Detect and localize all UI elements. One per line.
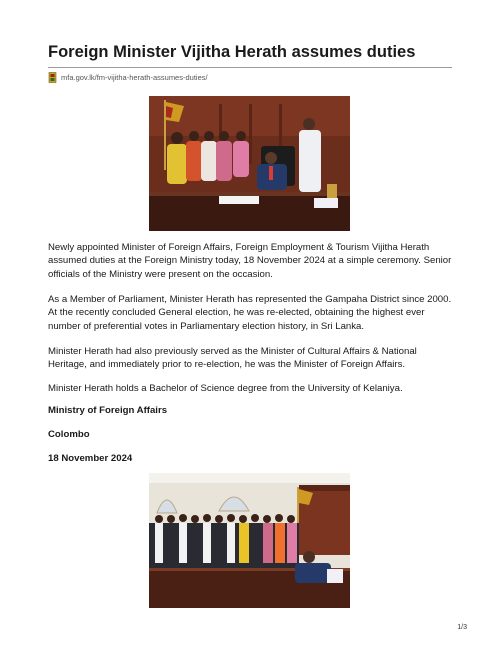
source-line xyxy=(48,72,208,83)
article-paragraph: Newly appointed Minister of Foreign Affairs, Foreign Employment & Tourism Vijitha Herath assumed duties at the Foreign Ministry today, 18 November 2024 at a simple ceremony. Senior officials of the Ministry were present on the occasion. xyxy=(48,242,452,280)
page-number: 1/3 xyxy=(457,624,467,631)
photo-officials-group xyxy=(149,473,350,608)
signature-organization: Ministry of Foreign Affairs xyxy=(48,405,168,416)
article-title: Foreign Minister Vijitha Herath assumes duties xyxy=(48,43,416,61)
article-paragraph: As a Member of Parliament, Minister Herath has represented the Gampaha District since 2000. At the recently concluded General election, he was re-elected, obtaining the highest ever number of preferential votes in Parliamentary election history, in Sri Lanka. xyxy=(48,294,452,332)
photo-minister-signing xyxy=(149,96,350,231)
article-paragraph: Minister Herath holds a Bachelor of Science degree from the University of Kelaniya. xyxy=(48,383,403,394)
article-paragraph: Minister Herath had also previously served as the Minister of Cultural Affairs & National Heritage, and immediately prior to re-election, he was the Minister of Foreign Affairs. xyxy=(48,346,417,371)
source-url[interactable]: mfa.gov.lk/fm-vijitha-herath-assumes-duties/ xyxy=(61,73,208,82)
signature-date: 18 November 2024 xyxy=(48,453,133,464)
title-divider xyxy=(48,67,452,68)
signature-city: Colombo xyxy=(48,429,90,440)
site-favicon-icon xyxy=(48,72,57,83)
